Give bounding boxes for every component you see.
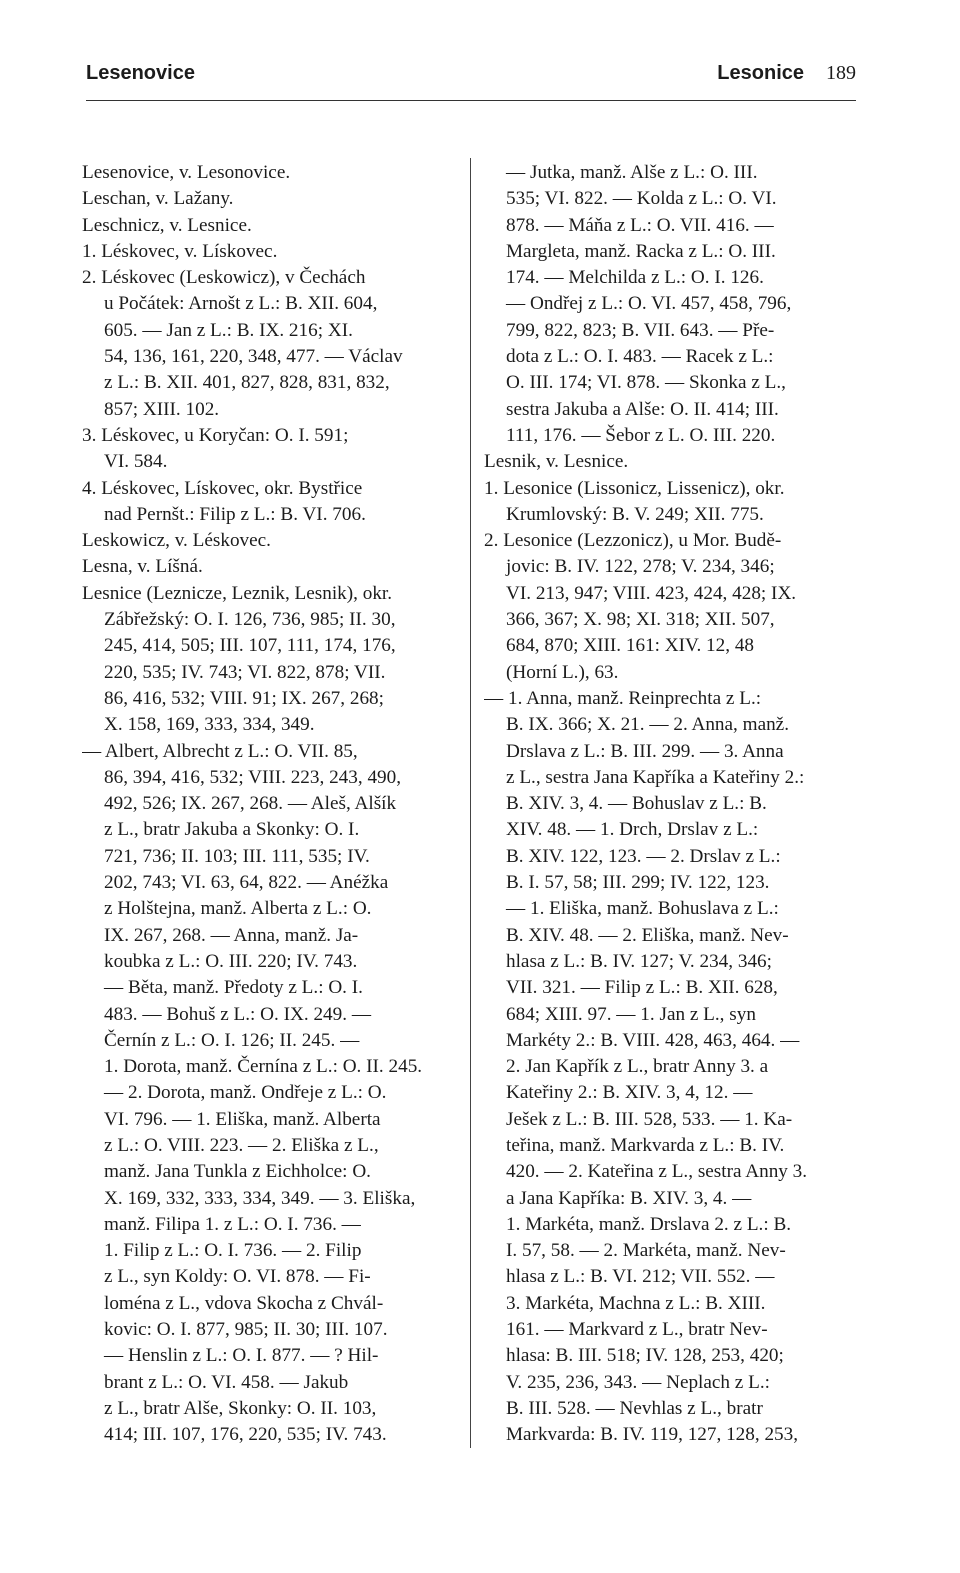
text-line: 605. — Jan z L.: B. IX. 216; XI. — [104, 319, 353, 341]
right-column — [484, 160, 856, 1449]
page-header — [86, 60, 856, 101]
text-line: 1. Markéta, manž. Drslava 2. z L.: B. — [506, 1213, 792, 1235]
text-line: koubka z L.: O. III. 220; IV. 743. — [104, 950, 358, 972]
text-line: — Ondřej z L.: O. VI. 457, 458, 796, — [506, 293, 792, 315]
text-line: O. III. 174; VI. 878. — Skonka z L., — [506, 372, 786, 394]
text-line: X. 158, 169, 333, 334, 349. — [104, 714, 315, 736]
text-line: Ješek z L.: B. III. 528, 533. — 1. Ka- — [506, 1108, 793, 1130]
text-line: I. 57, 58. — 2. Markéta, manž. Nev- — [506, 1240, 786, 1262]
column-divider — [470, 158, 471, 1448]
text-line: 86, 416, 532; VIII. 91; IX. 267, 268; — [104, 687, 384, 709]
text-line: VI. 584. — [104, 451, 168, 473]
text-line: B. XIV. 122, 123. — 2. Drslav z L.: — [506, 845, 781, 867]
text-line: manž. Filipa 1. z L.: O. I. 736. — — [104, 1213, 361, 1235]
text-line: 2. Léskovec (Leskowicz), v Čechách — [82, 267, 366, 289]
text-line: 3. Markéta, Machna z L.: B. XIII. — [506, 1292, 766, 1314]
text-line: teřina, manž. Markvarda z L.: B. IV. — [506, 1134, 785, 1156]
text-line: 1. Filip z L.: O. I. 736. — 2. Filip — [104, 1240, 362, 1262]
text-line: Kateřiny 2.: B. XIV. 3, 4, 12. — — [506, 1082, 753, 1104]
text-line: 174. — Melchilda z L.: O. I. 126. — [506, 267, 764, 289]
text-line: 202, 743; VI. 63, 64, 822. — Anéžka — [104, 872, 389, 894]
text-line: VII. 321. — Filip z L.: B. XII. 628, — [506, 977, 778, 999]
text-line: hlasa z L.: B. IV. 127; V. 234, 346; — [506, 950, 772, 972]
text-line: Zábřežský: O. I. 126, 736, 985; II. 30, — [104, 609, 396, 631]
text-line: 245, 414, 505; III. 107, 111, 174, 176, — [104, 635, 396, 657]
text-line: 111, 176. — Šebor z L. O. III. 220. — [506, 424, 776, 446]
text-line: Markéty 2.: B. VIII. 428, 463, 464. — — [506, 1029, 800, 1051]
text-line: Lesna, v. Líšná. — [82, 556, 203, 578]
header-right-title: Lesonice — [717, 62, 804, 84]
text-line: z Holštejna, manž. Alberta z L.: O. — [104, 898, 372, 920]
text-line: — 2. Dorota, manž. Ondřeje z L.: O. — [104, 1082, 387, 1104]
text-line: 721, 736; II. 103; III. 111, 535; IV. — [104, 845, 370, 867]
text-line: 4. Léskovec, Lískovec, okr. Bystřice — [82, 477, 363, 499]
text-line: — Běta, manž. Předoty z L.: O. I. — [104, 977, 363, 999]
text-line: 535; VI. 822. — Kolda z L.: O. VI. — [506, 188, 777, 210]
text-line: — Jutka, manž. Alše z L.: O. III. — [506, 162, 758, 183]
text-line: IX. 267, 268. — Anna, manž. Ja- — [104, 924, 359, 946]
text-line: Lesnice (Leznicze, Leznik, Lesnik), okr. — [82, 582, 393, 604]
text-line: manž. Jana Tunkla z Eichholce: O. — [104, 1161, 371, 1183]
text-line: z L., bratr Jakuba a Skonky: O. I. — [104, 819, 360, 841]
text-line: 3. Léskovec, u Koryčan: O. I. 591; — [82, 424, 349, 446]
text-line: 54, 136, 161, 220, 348, 477. — Václav — [104, 346, 403, 368]
text-line: Leschnicz, v. Lesnice. — [82, 214, 252, 236]
text-line: z L.: B. XII. 401, 827, 828, 831, 832, — [104, 372, 390, 394]
text-line: 857; XIII. 102. — [104, 398, 220, 420]
text-line: z L., syn Koldy: O. VI. 878. — Fi- — [104, 1266, 371, 1288]
text-line: 2. Lesonice (Lezzonicz), u Mor. Budě- — [484, 530, 782, 552]
text-line: B. XIV. 3, 4. — Bohuslav z L.: B. — [506, 793, 767, 815]
text-line: sestra Jakuba a Alše: O. II. 414; III. — [506, 398, 779, 420]
text-line: 878. — Máňa z L.: O. VII. 416. — — [506, 214, 774, 236]
text-line: 161. — Markvard z L., bratr Nev- — [506, 1319, 768, 1341]
text-line: z L., sestra Jana Kapříka a Kateřiny 2.: — [506, 766, 805, 788]
text-line: XIV. 48. — 1. Drch, Drslav z L.: — [506, 819, 759, 841]
page-number: 189 — [826, 62, 856, 84]
text-line: nad Pernšt.: Filip z L.: B. VI. 706. — [104, 503, 366, 525]
text-line: 483. — Bohuš z L.: O. IX. 249. — — [104, 1003, 372, 1025]
text-line: 2. Jan Kapřík z L., bratr Anny 3. a — [506, 1056, 769, 1078]
text-line: 1. Léskovec, v. Lískovec. — [82, 240, 278, 262]
text-line: — 1. Eliška, manž. Bohuslava z L.: — [506, 898, 779, 920]
text-line: jovic: B. IV. 122, 278; V. 234, 346; — [506, 556, 775, 578]
text-line: brant z L.: O. VI. 458. — Jakub — [104, 1371, 349, 1393]
text-line: B. XIV. 48. — 2. Eliška, manž. Nev- — [506, 924, 789, 946]
text-line: V. 235, 236, 343. — Neplach z L.: — [506, 1371, 770, 1393]
text-line: Krumlovský: B. V. 249; XII. 775. — [506, 503, 764, 525]
text-line: 799, 822, 823; B. VII. 643. — Pře- — [506, 319, 775, 341]
text-line: 220, 535; IV. 743; VI. 822, 878; VII. — [104, 661, 386, 683]
text-line: — 1. Anna, manž. Reinprechta z L.: — [484, 687, 762, 709]
text-line: 366, 367; X. 98; XI. 318; XII. 507, — [506, 609, 775, 631]
text-line: Leschan, v. Lažany. — [82, 188, 234, 210]
text-line: B. III. 528. — Nevhlas z L., bratr — [506, 1397, 763, 1419]
text-line: Margleta, manž. Racka z L.: O. III. — [506, 240, 776, 262]
text-line: hlasa z L.: B. VI. 212; VII. 552. — — [506, 1266, 775, 1288]
text-line: Markvarda: B. IV. 119, 127, 128, 253, — [506, 1424, 799, 1446]
text-line: Lesenovice, v. Lesonovice. — [82, 162, 291, 183]
text-line: dota z L.: O. I. 483. — Racek z L.: — [506, 346, 774, 368]
text-line: 684; XIII. 97. — 1. Jan z L., syn — [506, 1003, 756, 1025]
text-line: hlasa: B. III. 518; IV. 128, 253, 420; — [506, 1345, 784, 1367]
text-line: B. IX. 366; X. 21. — 2. Anna, manž. — [506, 714, 789, 736]
text-line: Drslava z L.: B. III. 299. — 3. Anna — [506, 740, 784, 762]
text-line: u Počátek: Arnošt z L.: B. XII. 604, — [104, 293, 378, 315]
text-line: 420. — 2. Kateřina z L., sestra Anny 3. — [506, 1161, 808, 1183]
text-line: a Jana Kapříka: B. XIV. 3, 4. — — [506, 1187, 752, 1209]
text-line: VI. 213, 947; VIII. 423, 424, 428; IX. — [506, 582, 797, 604]
text-line: Leskowicz, v. Léskovec. — [82, 530, 271, 552]
text-line: 1. Lesonice (Lissonicz, Lissenicz), okr. — [484, 477, 785, 499]
text-line: 1. Dorota, manž. Černína z L.: O. II. 245. — [104, 1056, 423, 1078]
text-line: 414; III. 107, 176, 220, 535; IV. 743. — [104, 1424, 387, 1446]
text-line: loména z L., vdova Skocha z Chvál- — [104, 1292, 384, 1314]
text-line: X. 169, 332, 333, 334, 349. — 3. Eliška, — [104, 1187, 416, 1209]
header-left-title: Lesenovice — [86, 62, 195, 84]
text-line: Černín z L.: O. I. 126; II. 245. — — [104, 1029, 360, 1051]
text-line: kovic: O. I. 877, 985; II. 30; III. 107. — [104, 1319, 388, 1341]
text-line: — Henslin z L.: O. I. 877. — ? Hil- — [104, 1345, 379, 1367]
text-line: Lesnik, v. Lesnice. — [484, 451, 629, 473]
text-line: z L.: O. VIII. 223. — 2. Eliška z L., — [104, 1134, 379, 1156]
text-line: B. I. 57, 58; III. 299; IV. 122, 123. — [506, 872, 770, 894]
left-column — [82, 160, 454, 1449]
text-line: z L., bratr Alše, Skonky: O. II. 103, — [104, 1397, 377, 1419]
text-line: 684, 870; XIII. 161: XIV. 12, 48 — [506, 635, 755, 657]
text-line: — Albert, Albrecht z L.: O. VII. 85, — [82, 740, 358, 762]
text-line: VI. 796. — 1. Eliška, manž. Alberta — [104, 1108, 381, 1130]
text-line: 492, 526; IX. 267, 268. — Aleš, Alšík — [104, 793, 397, 815]
text-line: 86, 394, 416, 532; VIII. 223, 243, 490, — [104, 766, 402, 788]
text-line: (Horní L.), 63. — [506, 661, 619, 683]
